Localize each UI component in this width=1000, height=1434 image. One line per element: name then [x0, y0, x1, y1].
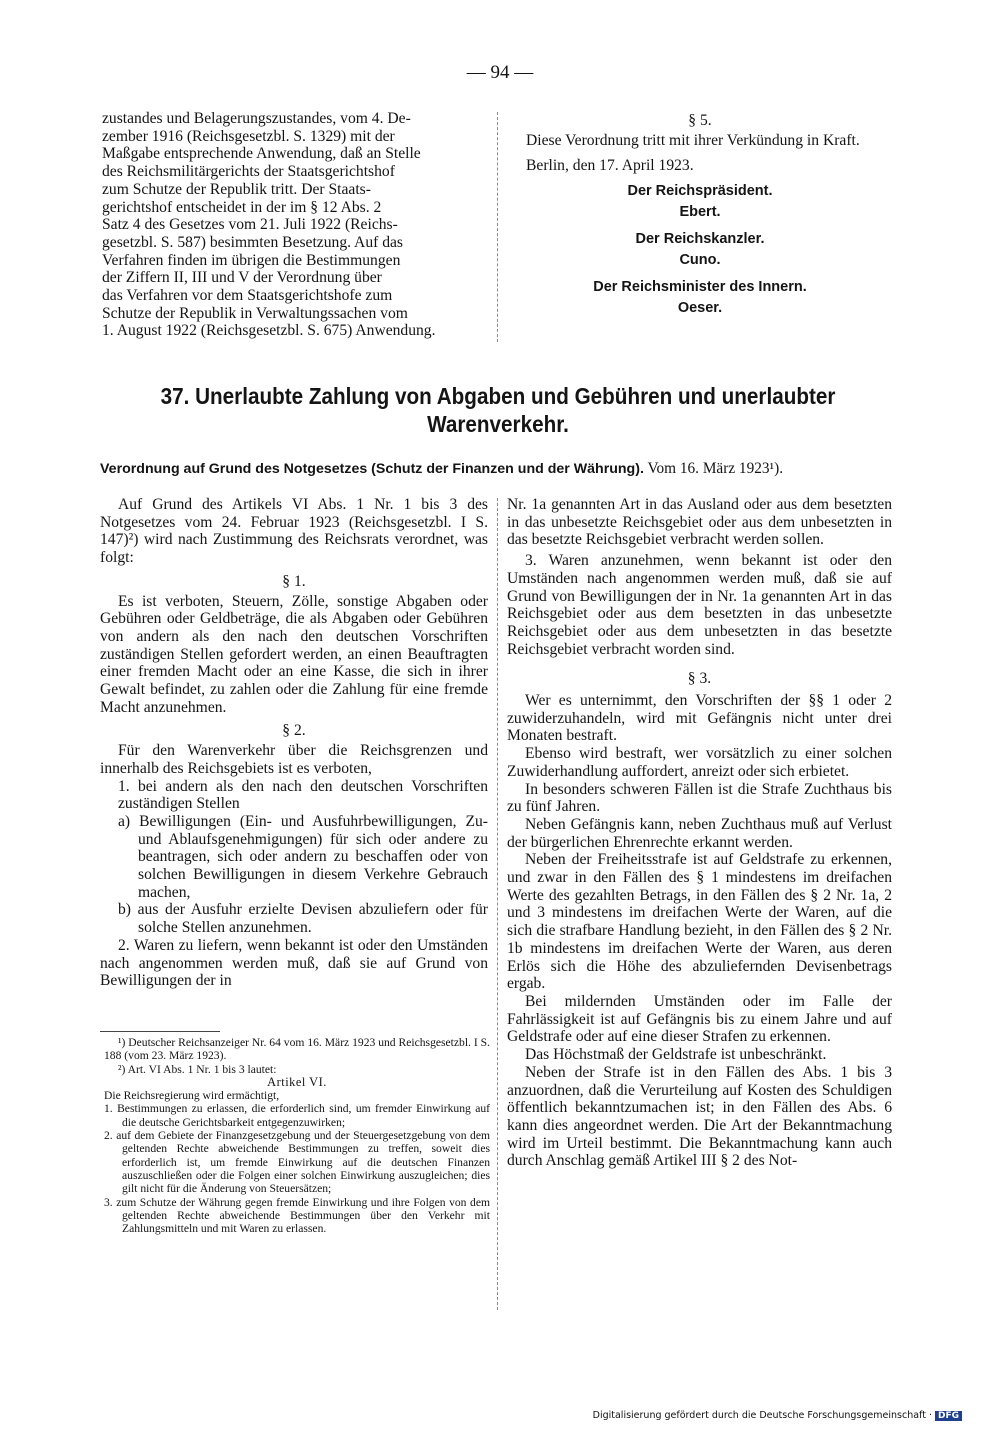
section-3-title: § 3.: [687, 670, 712, 688]
signature-name-chancellor: Cuno.: [679, 252, 721, 269]
footnote-1: ¹) Deutscher Reichsanzeiger Nr. 64 vom 16. März 1923 und Reichsgesetzbl. I S. 188 (vom 23. März 1923).: [104, 1036, 490, 1063]
section-5-text: Diese Verordnung tritt mit ihrer Verkündung in Kraft.: [526, 131, 860, 149]
section-2-item-3: 3. Waren anzunehmen, wenn bekannt ist oder den Umständen nach angenommen werden muß, daß sie auf Grund von Bewilligungen der in Nr. 1a genannten Art in das Reichsgebiet oder aus dem besetzten in das unbesetzte Reichsgebiet oder aus dem unbesetzten in das besetzte Reichsgebiet verbracht worden sind.: [507, 552, 892, 658]
text-line: des Reichsmilitärgerichts der Staatsgerichtshof: [102, 163, 395, 181]
section-1-title: § 1.: [282, 572, 306, 590]
intro-paragraph: Auf Grund des Artikels VI Abs. 1 Nr. 1 bis 3 des Notgesetzes vom 24. Februar 1923 (Reichsgesetzbl. I S. 147)²) wird nach Zustimmung des Reichsrats verordnet, was folgt:: [100, 496, 488, 567]
section-2-item-1: 1. bei andern als den nach den deutschen Vorschriften zuständigen Stellen: [118, 777, 488, 813]
column-divider-top: [497, 112, 498, 342]
text-line: zum Schutze der Republik tritt. Der Staats-: [102, 180, 371, 198]
section-3-paragraph: Neben der Strafe ist in den Fällen des Abs. 1 bis 3 anzuordnen, daß die Verurteilung auf Kosten des Schuldigen öffentlich bekanntzumachen ist; in den Fällen des Abs. 6 kann dies angeordnet werden. Die Art der Bekanntmachung wird im Urteil bestimmt. Die Bekanntmachung kann auch durch Anschlag gemäß Artikel III § 2 des Not-: [507, 1063, 892, 1170]
text-line: 1. August 1922 (Reichsgesetzbl. S. 675) Anwendung.: [102, 322, 436, 340]
footnote-2: ²) Art. VI Abs. 1 Nr. 1 bis 3 lautet:: [118, 1062, 277, 1076]
signature-title-minister: Der Reichsminister des Innern.: [593, 279, 807, 296]
section-2-title: § 2.: [282, 722, 306, 740]
article-title: Artikel VI.: [267, 1074, 327, 1089]
text-line: gesetzbl. S. 587) besimmten Besetzung. Auf das: [102, 233, 403, 251]
law-heading-line1: 37. Unerlaubte Zahlung von Abgaben und Gebühren und unerlaubter: [160, 383, 836, 409]
section-3-paragraph: In besonders schweren Fällen ist die Strafe Zuchthaus bis zu fünf Jahren.: [507, 780, 892, 816]
law-subheading: [100, 460, 900, 478]
subheading-date: Vom 16. März 1923¹).: [643, 460, 784, 477]
footnote-rule: [100, 1031, 220, 1032]
left-column: [100, 496, 488, 990]
continuation-paragraph: Nr. 1a genannten Art in das Ausland oder aus dem besetzten in das unbesetzte Reichsgebiet oder aus dem unbesetzten in das besetzte Reichsgebiet verbracht werden sollen.: [507, 496, 892, 549]
section-2-text: Für den Warenverkehr über die Reichsgrenzen und innerhalb des Reichsgebiets ist es verboten,: [100, 742, 488, 777]
text-line: Maßgabe entsprechende Anwendung, daß an Stelle: [102, 145, 421, 163]
section-1-text: Es ist verboten, Steuern, Zölle, sonstige Abgaben oder Gebühren oder Geldbeträge, die als Abgaben oder Gebühren von andern als den nach den deutschen Vorschriften zuständigen Stellen gefordert werden, an einen Beauftragten einer fremden Macht oder an eine Kasse, die sich in ihrer Gewalt befindet, zu zahlen oder die Zahlung für eine fremde Macht anzunehmen.: [100, 592, 488, 716]
text-line: das Verfahren vor dem Staatsgerichtshofe zum: [102, 287, 393, 305]
section-3-paragraph: Neben Gefängnis kann, neben Zuchthaus muß auf Verlust der bürgerlichen Ehrenrechte erkannt werden.: [507, 815, 892, 851]
dfg-logo: DFG: [935, 1411, 962, 1421]
text-line: Satz 4 des Gesetzes vom 21. Juli 1922 (Reichs-: [102, 216, 398, 234]
column-divider-main: [497, 498, 498, 1310]
section-5-title: § 5.: [688, 112, 712, 129]
text-line: der Ziffern II, III und V der Verordnung über: [102, 269, 382, 287]
section-2-item-1a: a) Bewilligungen (Ein- und Ausfuhrbewilligungen, Zu- und Ablaufsgenehmigungen) für sich oder andere zu beantragen, sich oder andern zu beschaffen oder von solchen Bewilligungen in diesem Verkehre Gebrauch machen,: [118, 812, 488, 901]
section-3-paragraph: Bei mildernden Umständen oder im Falle der Fahrlässigkeit ist auf Gefängnis bis zu einem Jahre und auf Geldstrafe oder auf eine dieser Strafen zu erkennen.: [507, 992, 892, 1046]
place-date: Berlin, den 17. April 1923.: [526, 157, 694, 175]
article-item: 3. zum Schutze der Währung gegen fremde Einwirkung und ihre Folgen von dem geltenden Rechte abweichende Bestimmungen über den Verkehr mit Zahlungsmitteln und mit Waren zu erlassen.: [104, 1195, 490, 1236]
digitization-credit: [593, 1410, 962, 1421]
signature-title-chancellor: Der Reichskanzler.: [635, 231, 765, 248]
credit-text: Digitalisierung gefördert durch die Deutsche Forschungsgemeinschaft ·: [592, 1410, 932, 1421]
section-3-paragraph: Wer es unternimmt, den Vorschriften der §§ 1 oder 2 zuwiderzuhandeln, wird mit Gefängnis nicht unter drei Monaten bestraft.: [507, 692, 892, 745]
page-number: — 94 —: [466, 62, 534, 83]
text-line: zustandes und Belagerungszustandes, vom 4. De-: [102, 110, 411, 127]
footnotes: [104, 1036, 490, 1235]
signature-name-president: Ebert.: [679, 204, 721, 221]
section-2-item-1b: b) aus der Ausfuhr erzielte Devisen abzuliefern oder für solche Stellen anzunehmen.: [118, 901, 488, 937]
signature-title-president: Der Reichspräsident.: [627, 183, 773, 200]
law-heading-line2: Warenverkehr.: [427, 411, 569, 437]
right-column: [507, 496, 892, 1170]
article-item: 2. auf dem Gebiete der Finanzgesetzgebung und der Steuergesetzgebung von dem geltenden Rechte abweichende Bestimmungen zu treffen, soweit dies erforderlich ist, um fremde Einwirkung auf die deutschen Finanzen auszuschließen oder die Folgen einer solchen Einwirkung auszugleichen; dies gilt nicht für die Änderung von Steuersätzen;: [104, 1129, 490, 1196]
section-3-paragraph: Ebenso wird bestraft, wer vorsätzlich zu einer solchen Zuwiderhandlung auffordert, anreizt oder sich erbietet.: [507, 745, 892, 780]
top-left-column: [102, 110, 488, 340]
section-2-item-2: 2. Waren zu liefern, wenn bekannt ist oder den Umständen nach angenommen werden muß, daß sie auf Grund von Bewilligungen der in: [100, 936, 488, 990]
text-line: Verfahren finden im übrigen die Bestimmungen: [102, 251, 401, 269]
article-item: 1. Bestimmungen zu erlassen, die erforderlich sind, um fremder Einwirkung auf die deutsche Gerichtsbarkeit entgegenzuwirken;: [104, 1102, 490, 1129]
signature-name-minister: Oeser.: [677, 300, 723, 317]
text-line: zember 1916 (Reichsgesetzbl. S. 1329) mit der: [102, 127, 395, 145]
text-line: gerichtshof entscheidet in der im § 12 Abs. 2: [102, 198, 382, 216]
section-3-paragraph: Das Höchstmaß der Geldstrafe ist unbeschränkt.: [525, 1046, 827, 1064]
law-heading: [148, 382, 848, 438]
text-line: Schutze der Republik in Verwaltungssachen vom: [102, 304, 408, 322]
section-3-paragraph: Neben der Freiheitsstrafe ist auf Geldstrafe zu erkennen, und zwar in den Fällen des § 1 mindestens im dreifachen Werte des gezahlten Betrags, in den Fällen des § 2 Nr. 1a, 2 und 3 mindestens im dreifachen Werte der Waren, auf die sich die strafbare Handlung bezieht, in den Fällen des § 2 Nr. 1b mindestens im dreifachen Werte der Waren, aus deren Erlös sich die Höhe des abzuliefernden Devisenbetrags ergab.: [507, 851, 892, 993]
article-intro: Die Reichsregierung wird ermächtigt,: [104, 1089, 280, 1103]
top-right-column: [508, 106, 892, 325]
subheading-title: Verordnung auf Grund des Notgesetzes (Schutz der Finanzen und der Währung).: [100, 461, 644, 477]
